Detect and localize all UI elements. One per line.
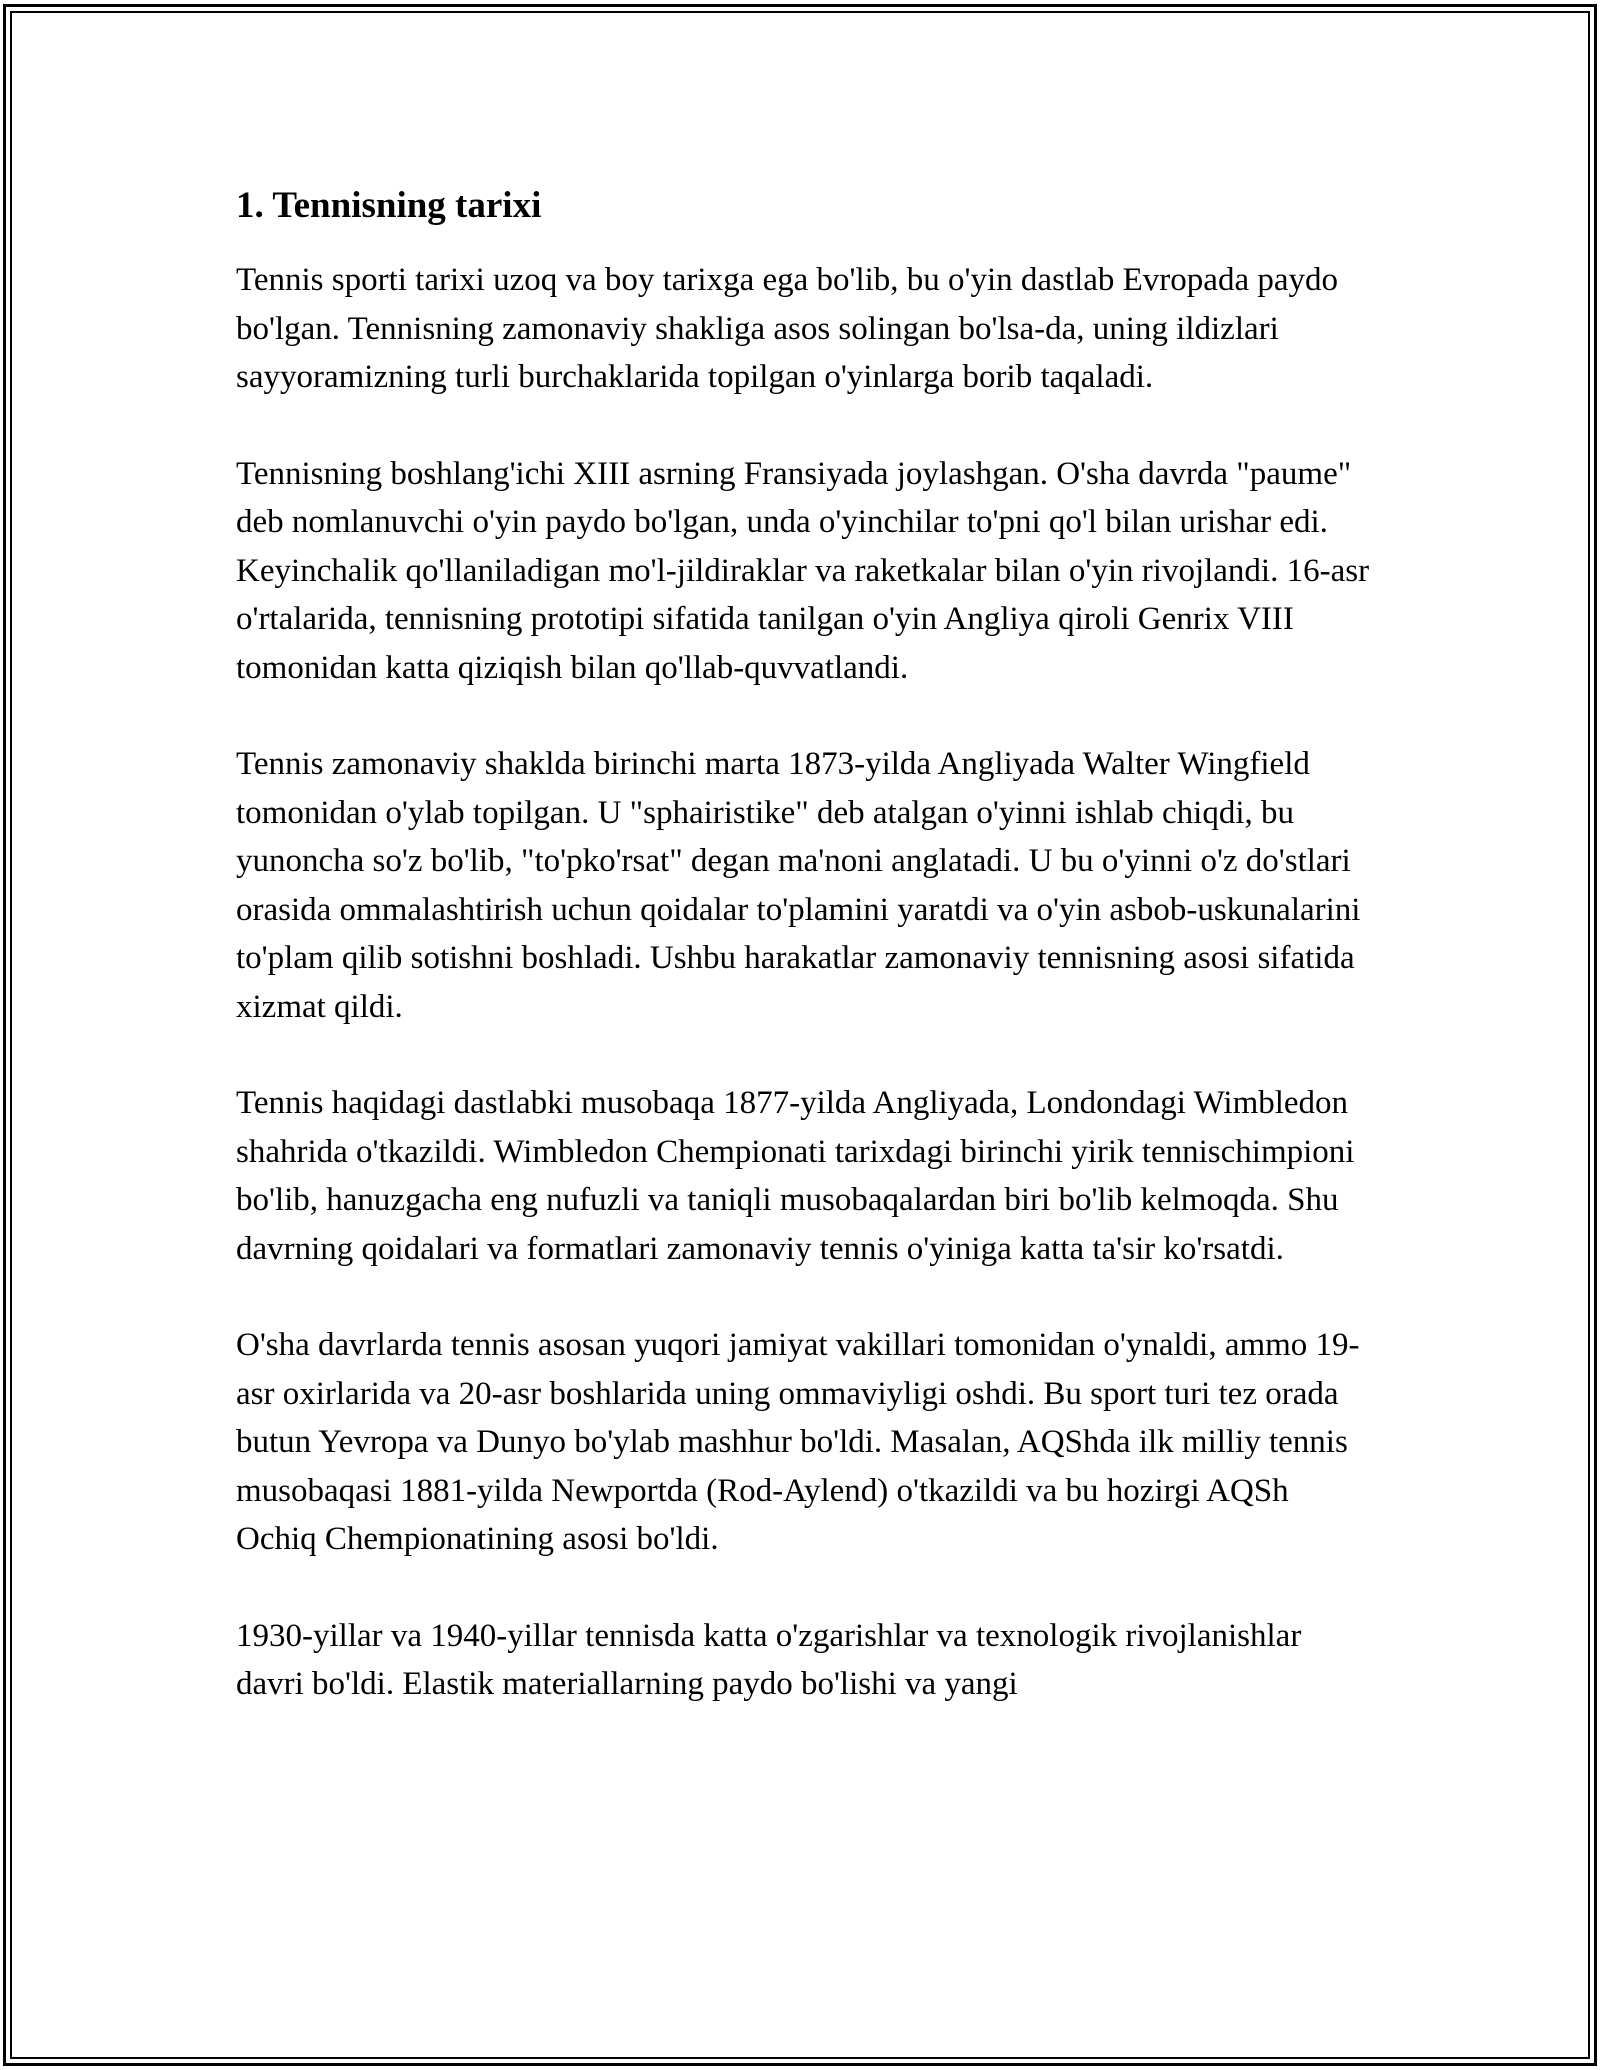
paragraph-origins: Tennisning boshlang'ichi XIII asrning Fransiyada joylashgan. O'sha davrda "paume" deb nomlanuvchi o'yin paydo bo'lgan, unda o'yinchilar to'pni qo'l bilan urishar edi. Keyinchalik qo'llaniladigan mo'l-jildiraklar va raketkalar bilan o'yin rivojlandi. 16-asr o'rtalarida, tennisning prototipi sifatida tanilgan o'yin Angliya qiroli Genrix VIII tomonidan katta qiziqish bilan qo'llab-quvvatlandi. — [236, 455, 1370, 686]
paragraph-history-intro: Tennis sporti tarixi uzoq va boy tarixga ega bo'lib, bu o'yin dastlab Evropada paydo bo'lgan. Tennisning zamonaviy shakliga asos solingan bo'lsa-da, uning ildizlari sayyoramizning turli burchaklarida topilgan o'yinlarga borib taqaladi. — [236, 262, 1338, 396]
section-heading: 1. Tennisning tarixi — [236, 185, 542, 226]
paragraph-modern-invention: Tennis zamonaviy shaklda birinchi marta 1873-yilda Angliyada Walter Wingfield tomonidan o'ylab topilgan. U "sphairistike" deb atalgan o'yinni ishlab chiqdi, bu yunoncha so'z bo'lib, "to'pko'rsat" degan ma'noni anglatadi. U bu o'yinni o'z do'stlari orasida ommalashtirish uchun qoidalar to'plamini yaratdi va o'yin asbob-uskunalarini to'plam qilib sotishni boshladi. Ushbu harakatlar zamonaviy tennisning asosi sifatida xizmat qildi. — [236, 746, 1361, 1025]
document-body — [236, 184, 1376, 1709]
paragraph-wimbledon: Tennis haqidagi dastlabki musobaqa 1877-yilda Angliyada, Londondagi Wimbledon shahrida o'tkazildi. Wimbledon Chempionati tarixdagi birinchi yirik tennischimpioni bo'lib, hanuzgacha eng nufuzli va taniqli musobaqalardan biri bo'lib kelmoqda. Shu davrning qoidalari va formatlari zamonaviy tennis o'yiniga katta ta'sir ko'rsatdi. — [236, 1085, 1355, 1267]
paragraph-technology: 1930-yillar va 1940-yillar tennisda katta o'zgarishlar va texnologik rivojlanishlar davri bo'ldi. Elastik materiallarning paydo bo'lishi va yangi — [236, 1617, 1302, 1703]
paragraph-popularity: O'sha davrlarda tennis asosan yuqori jamiyat vakillari tomonidan o'ynaldi, ammo 19-asr oxirlarida va 20-asr boshlarida uning ommaviyligi oshdi. Bu sport turi tez orada butun Yevropa va Dunyo bo'ylab mashhur bo'ldi. Masalan, AQShda ilk milliy tennis musobaqasi 1881-yilda Newportda (Rod-Aylend) o'tkazildi va bu hozirgi AQSh Ochiq Chempionatining asosi bo'ldi. — [236, 1327, 1360, 1558]
